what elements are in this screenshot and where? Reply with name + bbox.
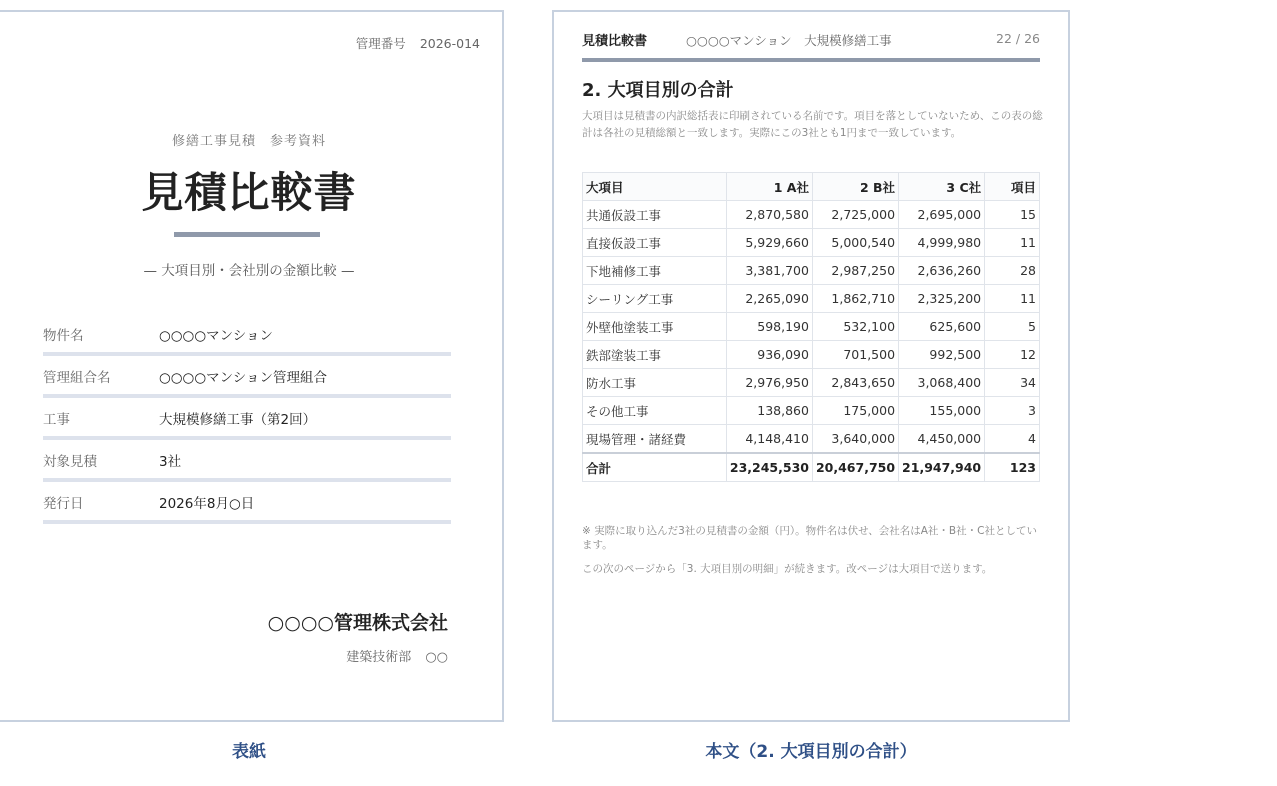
table-total-row <box>583 453 1040 482</box>
amount-cell: 3 <box>985 397 1040 425</box>
amount-cell: 3,381,700 <box>726 257 812 285</box>
amount-cell: 2,636,260 <box>899 257 985 285</box>
body-page <box>552 10 1070 722</box>
amount-cell: 4,148,410 <box>726 425 812 454</box>
row-label-cell: 外壁他塗装工事 <box>583 313 727 341</box>
department-line <box>332 646 448 665</box>
page-header <box>582 30 1040 62</box>
amount-cell: 5,000,540 <box>812 229 898 257</box>
amount-cell: 3,068,400 <box>899 369 985 397</box>
info-value: ○○○○マンション管理組合 <box>159 370 328 386</box>
info-value: 3社 <box>159 454 182 470</box>
amount-cell: 23,245,530 <box>726 453 812 482</box>
amount-cell: 2,976,950 <box>726 369 812 397</box>
body-caption: 本文（2. 大項目別の合計） <box>705 742 917 762</box>
amount-cell: 11 <box>985 285 1040 313</box>
info-value: 2026年8月○日 <box>159 496 255 512</box>
column-header: 1 A社 <box>726 173 812 201</box>
footnote: ※ 実際に取り込んだ3社の見積書の金額（円）。物件名は伏せ、会社名はA社・B社・C社としています。 <box>582 525 1037 551</box>
amount-cell: 4,450,000 <box>899 425 985 454</box>
info-row <box>43 440 451 482</box>
amount-cell: 21,947,940 <box>899 453 985 482</box>
table-row <box>583 229 1040 257</box>
amount-cell: 175,000 <box>812 397 898 425</box>
amount-cell: 1,862,710 <box>812 285 898 313</box>
table-row <box>583 285 1040 313</box>
amount-cell: 15 <box>985 201 1040 229</box>
cover-page <box>0 10 504 722</box>
column-header: 2 B社 <box>812 173 898 201</box>
info-row <box>43 398 451 440</box>
amount-cell: 4,999,980 <box>899 229 985 257</box>
amount-cell: 625,600 <box>899 313 985 341</box>
table-header-row <box>583 173 1040 201</box>
info-value: ○○○○マンション <box>159 328 274 344</box>
row-label-cell: 共通仮設工事 <box>583 201 727 229</box>
row-label-cell: 直接仮設工事 <box>583 229 727 257</box>
person: ○○ <box>425 650 448 665</box>
amount-cell: 992,500 <box>899 341 985 369</box>
amount-cell: 701,500 <box>812 341 898 369</box>
amount-cell: 2,695,000 <box>899 201 985 229</box>
row-label-cell: その他工事 <box>583 397 727 425</box>
cover-tagline: — 大項目別・会社別の金額比較 — <box>143 263 355 279</box>
info-label: 対象見積 <box>43 454 97 470</box>
amount-cell: 2,987,250 <box>812 257 898 285</box>
header-project: ○○○○マンション 大規模修繕工事 <box>686 33 892 48</box>
amount-cell: 2,843,650 <box>812 369 898 397</box>
amount-cell: 28 <box>985 257 1040 285</box>
row-label-cell: 合計 <box>583 453 727 482</box>
cover-title: 見積比較書 <box>141 168 357 217</box>
info-label: 管理組合名 <box>43 370 111 386</box>
table-row <box>583 257 1040 285</box>
amount-cell: 2,325,200 <box>899 285 985 313</box>
table-row <box>583 201 1040 229</box>
amount-cell: 12 <box>985 341 1040 369</box>
row-label-cell: 下地補修工事 <box>583 257 727 285</box>
amount-cell: 2,725,000 <box>812 201 898 229</box>
amount-cell: 123 <box>985 453 1040 482</box>
next-page-note: この次のページから「3. 大項目別の明細」が続きます。改ページは大項目で送ります。 <box>582 563 993 575</box>
management-number <box>342 34 480 52</box>
section-description: 大項目は見積書の内訳総括表に印刷されている名前です。項目を落としていないため、この表の総計は各社の見積総額と一致します。実際にこの3社とも1円まで一致しています。 <box>582 110 1043 139</box>
column-header: 3 C社 <box>899 173 985 201</box>
amount-cell: 5,929,660 <box>726 229 812 257</box>
row-label-cell: 鉄部塗装工事 <box>583 341 727 369</box>
table-row <box>583 313 1040 341</box>
management-value: 2026-014 <box>419 36 480 51</box>
summary-table <box>582 172 1040 482</box>
title-divider <box>174 232 320 237</box>
cover-caption: 表紙 <box>232 742 266 762</box>
amount-cell: 155,000 <box>899 397 985 425</box>
info-label: 発行日 <box>43 496 84 512</box>
amount-cell: 20,467,750 <box>812 453 898 482</box>
amount-cell: 532,100 <box>812 313 898 341</box>
header-doc-title: 見積比較書 <box>582 34 648 49</box>
row-label-cell: シーリング工事 <box>583 285 727 313</box>
amount-cell: 34 <box>985 369 1040 397</box>
table-row <box>583 369 1040 397</box>
table-row <box>583 341 1040 369</box>
column-header: 項目 <box>985 173 1040 201</box>
amount-cell: 936,090 <box>726 341 812 369</box>
property-info <box>43 314 451 524</box>
row-label-cell: 防水工事 <box>583 369 727 397</box>
amount-cell: 138,860 <box>726 397 812 425</box>
amount-cell: 2,265,090 <box>726 285 812 313</box>
company-name: ○○○○管理株式会社 <box>267 612 448 634</box>
amount-cell: 5 <box>985 313 1040 341</box>
info-label: 物件名 <box>43 328 84 344</box>
table-row <box>583 397 1040 425</box>
page-number: 22 / 26 <box>996 31 1040 46</box>
management-label: 管理番号 <box>355 36 406 51</box>
amount-cell: 3,640,000 <box>812 425 898 454</box>
row-label-cell: 現場管理・諸経費 <box>583 425 727 454</box>
amount-cell: 4 <box>985 425 1040 454</box>
table-row <box>583 425 1040 454</box>
cover-subtitle: 修繕工事見積 参考資料 <box>171 134 326 149</box>
column-header: 大項目 <box>583 173 727 201</box>
info-row <box>43 482 451 524</box>
info-value: 大規模修繕工事（第2回） <box>159 412 317 428</box>
department: 建築技術部 <box>346 650 412 665</box>
info-label: 工事 <box>43 412 70 428</box>
info-row <box>43 314 451 356</box>
section-title: 2. 大項目別の合計 <box>582 80 734 101</box>
amount-cell: 2,870,580 <box>726 201 812 229</box>
info-row <box>43 356 451 398</box>
amount-cell: 11 <box>985 229 1040 257</box>
amount-cell: 598,190 <box>726 313 812 341</box>
